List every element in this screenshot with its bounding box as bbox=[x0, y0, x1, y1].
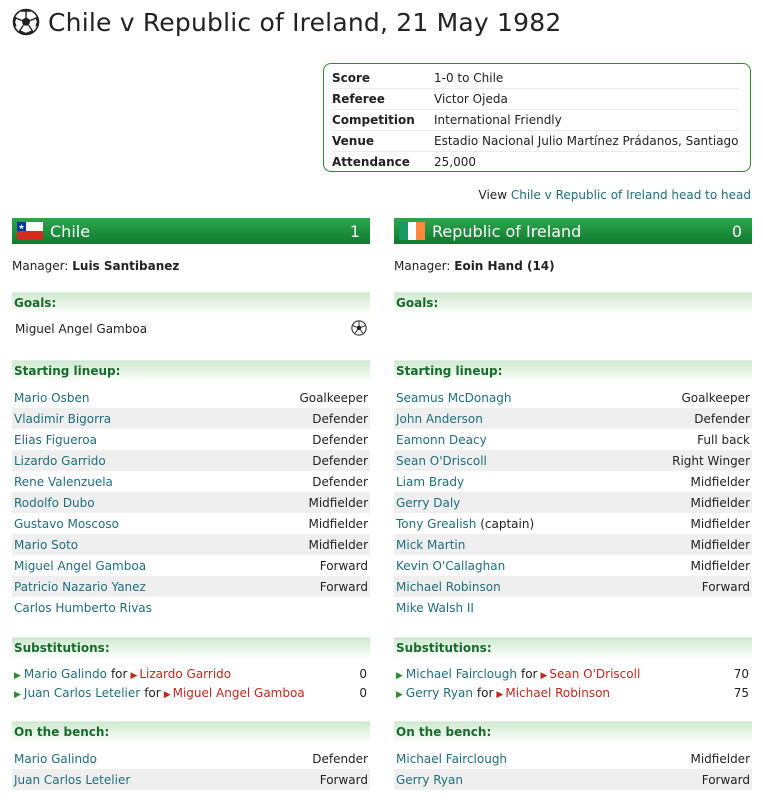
sub-on-arrow-icon: ▶ bbox=[396, 689, 403, 700]
player-name[interactable]: Gustavo Moscoso bbox=[14, 516, 119, 531]
player-cell bbox=[14, 391, 89, 405]
lineup-row bbox=[394, 534, 752, 555]
player-cell bbox=[14, 475, 113, 489]
player-position: Midfielder bbox=[690, 537, 750, 552]
substitution-cell bbox=[396, 686, 610, 700]
home-subs-list bbox=[12, 664, 370, 702]
player-position: Midfielder bbox=[690, 558, 750, 573]
lineup-row bbox=[394, 597, 752, 618]
sub-minute: 75 bbox=[733, 685, 749, 700]
info-row bbox=[332, 68, 739, 89]
lineup-row bbox=[12, 408, 370, 429]
player-name[interactable]: Miguel Angel Gamboa bbox=[14, 558, 147, 573]
lineup-row bbox=[394, 450, 752, 471]
player-cell bbox=[396, 538, 465, 552]
player-cell bbox=[14, 517, 119, 531]
substitution-cell bbox=[396, 667, 640, 681]
home-manager-label: Manager: bbox=[12, 259, 73, 273]
away-team-score: 0 bbox=[731, 222, 742, 241]
sub-off-arrow-icon: ▶ bbox=[130, 670, 138, 681]
home-manager-name: Luis Santibanez bbox=[72, 259, 180, 273]
player-cell bbox=[14, 559, 146, 573]
player-cell bbox=[396, 517, 534, 531]
lineup-row bbox=[12, 513, 370, 534]
home-team-score: 1 bbox=[349, 222, 360, 241]
player-position: Forward bbox=[319, 579, 368, 594]
bench-player-name[interactable]: Gerry Ryan bbox=[396, 772, 463, 787]
home-team-column bbox=[12, 218, 370, 787]
home-goals-heading: Goals: bbox=[12, 292, 370, 314]
bench-player-position: Forward bbox=[319, 772, 368, 787]
player-position: Midfielder bbox=[690, 474, 750, 489]
player-name[interactable]: Tony Grealish bbox=[396, 516, 477, 531]
bench-player-name[interactable]: Michael Fairclough bbox=[396, 751, 508, 766]
away-bench-heading: On the bench: bbox=[394, 721, 752, 743]
player-name[interactable]: Patricio Nazario Yanez bbox=[14, 579, 146, 594]
sub-on-player[interactable]: Juan Carlos Letelier bbox=[23, 685, 141, 700]
substitution-cell bbox=[14, 667, 231, 681]
player-position: Midfielder bbox=[690, 516, 750, 531]
player-cell bbox=[14, 580, 146, 594]
info-value: International Friendly bbox=[434, 110, 739, 131]
player-cell bbox=[396, 454, 487, 468]
player-cell bbox=[14, 412, 111, 426]
info-key: Attendance bbox=[332, 155, 410, 169]
head-to-head-prefix: View bbox=[478, 188, 511, 202]
chile-flag-icon bbox=[17, 222, 43, 240]
sub-off-arrow-icon: ▶ bbox=[496, 689, 504, 700]
info-row bbox=[332, 131, 739, 152]
player-cell bbox=[14, 601, 152, 615]
player-name[interactable]: Lizardo Garrido bbox=[14, 453, 106, 468]
player-cell bbox=[396, 601, 474, 615]
away-lineup-list bbox=[394, 387, 752, 618]
sub-off-player[interactable]: Lizardo Garrido bbox=[139, 666, 232, 681]
lineup-row bbox=[394, 513, 752, 534]
player-position: Goalkeeper bbox=[681, 390, 750, 405]
lineup-row bbox=[12, 597, 370, 618]
bench-row bbox=[12, 769, 370, 790]
player-name[interactable]: Elias Figueroa bbox=[14, 432, 98, 447]
player-position: Defender bbox=[312, 453, 368, 468]
page-header bbox=[12, 4, 561, 40]
home-lineup-list bbox=[12, 387, 370, 618]
substitution-cell bbox=[14, 686, 305, 700]
substitution-row bbox=[12, 664, 370, 683]
sub-minute: 0 bbox=[359, 666, 367, 681]
sub-on-arrow-icon: ▶ bbox=[14, 689, 21, 700]
player-cell bbox=[14, 538, 78, 552]
player-position: Defender bbox=[312, 474, 368, 489]
info-key: Competition bbox=[332, 110, 434, 131]
info-row bbox=[332, 110, 739, 131]
sub-on-arrow-icon: ▶ bbox=[14, 670, 21, 681]
player-cell bbox=[396, 433, 487, 447]
away-bench-list bbox=[394, 748, 752, 790]
player-name[interactable]: Michael Robinson bbox=[396, 579, 501, 594]
player-position: Defender bbox=[312, 432, 368, 447]
bench-player-position: Defender bbox=[312, 751, 368, 766]
home-goals-list bbox=[12, 316, 370, 342]
sub-for-label: for bbox=[520, 666, 538, 681]
player-name[interactable]: John Anderson bbox=[396, 411, 483, 426]
away-team-column bbox=[394, 218, 752, 787]
sub-on-arrow-icon: ▶ bbox=[396, 670, 403, 681]
info-value: Estadio Nacional Julio Martínez Prádanos, Santiago bbox=[434, 131, 739, 152]
away-subs-heading: Substitutions: bbox=[394, 637, 752, 659]
away-team-name[interactable]: Republic of Ireland bbox=[432, 221, 582, 241]
lineup-row bbox=[394, 387, 752, 408]
substitution-row bbox=[394, 664, 752, 683]
sub-minute: 0 bbox=[359, 685, 367, 700]
lineup-row bbox=[12, 429, 370, 450]
player-name[interactable]: Sean O'Driscoll bbox=[396, 453, 487, 468]
bench-row bbox=[394, 748, 752, 769]
player-cell bbox=[396, 412, 483, 426]
info-row bbox=[332, 89, 739, 110]
ireland-flag-icon bbox=[399, 222, 425, 240]
home-manager bbox=[12, 259, 179, 273]
player-name[interactable]: Seamus McDonagh bbox=[396, 390, 512, 405]
player-note: (captain) bbox=[476, 516, 535, 531]
player-name[interactable]: Vladimir Bigorra bbox=[14, 411, 112, 426]
player-name[interactable]: Carlos Humberto Rivas bbox=[14, 600, 152, 615]
player-cell bbox=[14, 496, 95, 510]
info-value: Victor Ojeda bbox=[434, 89, 739, 110]
match-info-table bbox=[332, 68, 739, 172]
player-name[interactable]: Liam Brady bbox=[396, 474, 465, 489]
sub-on-player[interactable]: Mario Galindo bbox=[23, 666, 107, 681]
player-position: Goalkeeper bbox=[299, 390, 368, 405]
player-name[interactable]: Rene Valenzuela bbox=[14, 474, 113, 489]
lineup-row bbox=[12, 534, 370, 555]
lineup-row bbox=[394, 576, 752, 597]
substitution-row bbox=[394, 683, 752, 702]
substitution-row bbox=[12, 683, 370, 702]
lineup-row bbox=[394, 471, 752, 492]
sub-off-player[interactable]: Michael Robinson bbox=[505, 685, 611, 700]
player-position: Right Winger bbox=[672, 453, 750, 468]
player-position: Forward bbox=[319, 558, 368, 573]
head-to-head bbox=[479, 188, 751, 202]
bench-player-position: Midfielder bbox=[690, 751, 750, 766]
goal-row bbox=[12, 316, 370, 342]
home-lineup-heading: Starting lineup: bbox=[12, 360, 370, 382]
bench-player-name[interactable]: Mario Galindo bbox=[14, 751, 98, 766]
player-position: Midfielder bbox=[308, 516, 368, 531]
player-position: Midfielder bbox=[308, 495, 368, 510]
away-subs-list bbox=[394, 664, 752, 702]
sub-off-player[interactable]: Miguel Angel Gamboa bbox=[172, 685, 305, 700]
player-cell bbox=[396, 496, 460, 510]
player-cell bbox=[396, 580, 501, 594]
lineup-row bbox=[394, 408, 752, 429]
home-team-bar bbox=[12, 218, 370, 244]
away-manager-label: Manager: bbox=[394, 259, 455, 273]
head-to-head-link[interactable]: Chile v Republic of Ireland head to head bbox=[510, 188, 751, 202]
lineup-row bbox=[12, 450, 370, 471]
away-lineup-heading: Starting lineup: bbox=[394, 360, 752, 382]
player-cell bbox=[396, 475, 464, 489]
player-position: Defender bbox=[312, 411, 368, 426]
player-name[interactable]: Mario Soto bbox=[14, 537, 79, 552]
lineup-row bbox=[12, 576, 370, 597]
goal-scorer: Miguel Angel Gamboa bbox=[15, 322, 148, 336]
player-name[interactable]: Kevin O'Callaghan bbox=[396, 558, 506, 573]
football-icon bbox=[12, 8, 40, 36]
lineup-row bbox=[394, 492, 752, 513]
player-cell bbox=[14, 454, 106, 468]
player-position: Defender bbox=[694, 411, 750, 426]
player-name[interactable]: Eamonn Deacy bbox=[396, 432, 487, 447]
player-name[interactable]: Mario Osben bbox=[14, 390, 90, 405]
player-position: Midfielder bbox=[690, 495, 750, 510]
info-key: Venue bbox=[332, 131, 434, 152]
bench-row bbox=[394, 769, 752, 790]
away-team-bar bbox=[394, 218, 752, 244]
goal-ball-icon bbox=[351, 320, 367, 339]
sub-on-player[interactable]: Michael Fairclough bbox=[405, 666, 517, 681]
bench-row bbox=[12, 748, 370, 769]
player-position: Forward bbox=[701, 579, 750, 594]
info-key: Referee bbox=[332, 89, 434, 110]
home-team-name[interactable]: Chile bbox=[50, 221, 91, 241]
sub-for-label: for bbox=[110, 666, 128, 681]
info-value: 1-0 to Chile bbox=[434, 68, 739, 89]
sub-for-label: for bbox=[144, 685, 161, 700]
sub-off-arrow-icon: ▶ bbox=[540, 670, 548, 681]
player-name[interactable]: Mike Walsh II bbox=[396, 600, 474, 615]
home-bench-list bbox=[12, 748, 370, 790]
sub-minute: 70 bbox=[733, 666, 749, 681]
home-subs-heading: Substitutions: bbox=[12, 637, 370, 659]
lineup-row bbox=[394, 555, 752, 576]
info-row bbox=[332, 152, 739, 173]
lineup-row bbox=[12, 387, 370, 408]
lineup-row bbox=[394, 429, 752, 450]
sub-off-player[interactable]: Sean O'Driscoll bbox=[549, 666, 641, 681]
player-position: Midfielder bbox=[308, 537, 368, 552]
bench-player-name[interactable]: Juan Carlos Letelier bbox=[14, 772, 131, 787]
lineup-row bbox=[12, 471, 370, 492]
away-manager bbox=[394, 259, 555, 273]
match-info-box bbox=[323, 63, 751, 172]
player-cell bbox=[396, 391, 511, 405]
away-manager-name: Eoin Hand (14) bbox=[454, 259, 555, 273]
sub-on-player[interactable]: Gerry Ryan bbox=[405, 685, 473, 700]
lineup-row bbox=[12, 492, 370, 513]
sub-for-label: for bbox=[476, 685, 494, 700]
sub-off-arrow-icon: ▶ bbox=[163, 689, 171, 700]
bench-player-position: Forward bbox=[701, 772, 750, 787]
away-goals-heading: Goals: bbox=[394, 292, 752, 314]
home-bench-heading: On the bench: bbox=[12, 721, 370, 743]
player-name[interactable]: Mick Martin bbox=[396, 537, 466, 552]
player-cell bbox=[14, 433, 97, 447]
player-cell bbox=[396, 559, 505, 573]
info-value: 25,000 bbox=[434, 155, 476, 169]
info-key: Score bbox=[332, 68, 434, 89]
page-title: Chile v Republic of Ireland, 21 May 1982 bbox=[48, 7, 562, 37]
player-position: Full back bbox=[697, 432, 750, 447]
player-name[interactable]: Gerry Daly bbox=[396, 495, 461, 510]
lineup-row bbox=[12, 555, 370, 576]
player-name[interactable]: Rodolfo Dubo bbox=[14, 495, 95, 510]
